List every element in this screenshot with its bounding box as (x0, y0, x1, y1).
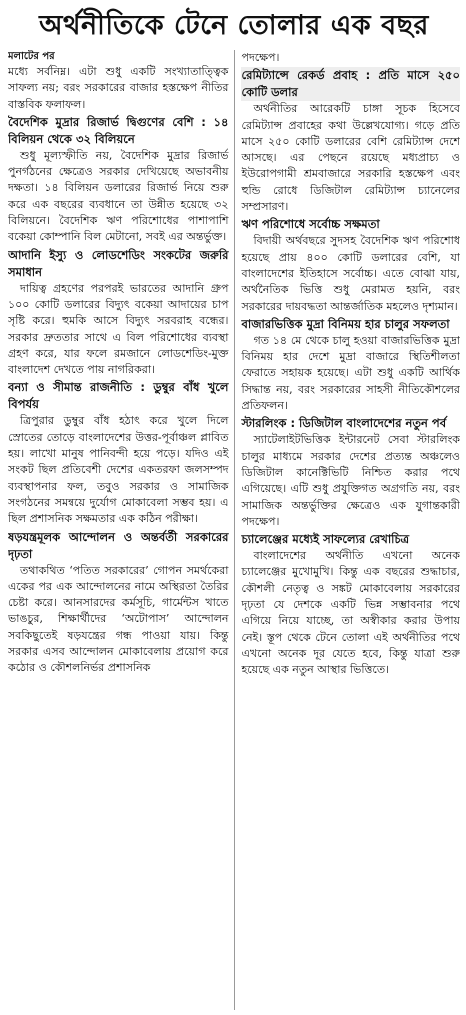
body-paragraph: শুধু মূল্যস্ফীতি নয়, বৈদেশিক মুদ্রার রিজার্ভ পুনর্গঠনের ক্ষেত্রেও সরকার দেখিয়েছে অভাবনীয় দক্ষতা। ১৪ বিলিয়ন ডলারের রিজার্ভ নিয়ে শুরু করে এক বছরের ব্যবধানে তা উন্নীত হয়েছে ৩২ বিলিয়নে। বৈদেশিক ঋণ পরিশোধের পাশাপাশি বকেয়া কোম্পানি বিল মেটানো, সবই এর অন্তর্ভুক্ত। (8, 148, 229, 244)
right-column (235, 50, 460, 1010)
body-paragraph: বিদায়ী অর্থবছরে সুদসহ বৈদেশিক ঋণ পরিশোধ হয়েছে প্রায় ৪০০ কোটি ডলারের বেশি, যা বাংলাদেশের ইতিহাসে সর্বোচ্চ। এতে বোঝা যায়, অর্থনৈতিক ভিত্তি শুধু মেরামত হয়নি, বরং সরকারের দায়বদ্ধতা আন্তর্জাতিক মহলেও দৃশ্যমান। (241, 234, 460, 313)
section-subheading: স্টারলিংক : ডিজিটাল বাংলাদেশের নতুন পর্ব (241, 416, 447, 431)
body-paragraph: তথাকথিত ‘পতিত সরকারের’ গোপন সমর্থকেরা একের পর এক আন্দোলনের নামে অস্থিরতা তৈরির চেষ্টা করে। আনসারদের কর্মসূচি, গার্মেন্টস খাতে ভাঙচুর, শিক্ষার্থীদের ‘অটোপাস’ আন্দোলন সবকিছুতেই ষড়যন্ত্রের গন্ধ পাওয়া যায়। কিন্তু সরকার এসব আন্দোলন মোকাবেলায় প্রয়োগ করে কঠোর ও কৌশলনির্ভর প্রশাসনিক (8, 563, 229, 675)
section-subheading: ঋণ পরিশোধে সর্বোচ্চ সক্ষমতা (241, 217, 380, 232)
body-paragraph: পদক্ষেপ। (241, 51, 280, 64)
section-subheading: চ্যালেঞ্জের মধ্যেই সাফল্যের রেখাচিত্র (241, 532, 410, 547)
body-paragraph: গত ১৪ মে থেকে চালু হওয়া বাজারভিত্তিক মুদ্রা বিনিময় হার দেশে মুদ্রা বাজারে স্থিতিশীলতা ফেরাতে সহায়ক হয়েছে। এটা শুধু একটি আর্থিক সিদ্ধান্ত নয়, বরং সরকারের সাহসী নীতিকৌশলের প্রতিফলন। (241, 333, 460, 413)
section-subheading: বৈদেশিক মুদ্রার রিজার্ভ দ্বিগুণের বেশি : ১৪ বিলিয়ন থেকে ৩২ বিলিয়নে (8, 114, 229, 146)
left-column (8, 50, 235, 1010)
section-subheading: রেমিট্যান্সে রেকর্ড প্রবাহ : প্রতি মাসে ২৫০ কোটি ডলার (241, 68, 460, 100)
section-subheading: আদানি ইস্যু ও লোডশেডিং সংকটের জরুরি সমাধান (8, 247, 229, 279)
section-subheading: বাজারভিত্তিক মুদ্রা বিনিময় হার চালুর সফলতা (241, 316, 450, 331)
section-subheading: ষড়যন্ত্রমূলক আন্দোলন ও অন্তর্বর্তী সরকারের দৃঢ়তা (8, 529, 229, 561)
body-paragraph: ত্রিপুরার ডুম্বুর বাঁধ হঠাৎ করে খুলে দিলে স্রোতের তোড়ে বাংলাদেশের উত্তর-পূর্বাঞ্চল প্লাবিত হয়। লাখো মানুষ পানিবন্দী হয়ে পড়ে। যদিও এই সংকট ছিল প্রতিবেশী দেশের একতরফা জলসম্পদ ব্যবস্থাপনার ফল, তবুও সরকার ও সামাজিক সংগঠনের সমন্বয়ে দুর্যোগ মোকাবেলা সম্ভব হয়। এ ছিল প্রশাসনিক সক্ষমতার এক কঠিন পরীক্ষা। (8, 414, 229, 526)
body-paragraph: দায়িত্ব গ্রহণের পরপরই ভারতের আদানি গ্রুপ ১০০ কোটি ডলারের বিদ্যুৎ বকেয়া আদায়ের চাপ সৃষ্টি করে। হুমকি আসে বিদ্যুৎ সরবরাহ বন্ধের। সরকার দ্রুততার সাথে এ বিল পরিশোধের ব্যবস্থা গ্রহণ করে, যার ফলে রমজানে লোডশেডিং-মুক্ত বাংলাদেশ দেখতে পায় নাগরিকরা। (8, 281, 229, 377)
body-paragraph: অর্থনীতির আরেকটি চাঙ্গা সূচক হিসেবে রেমিট্যান্স প্রবাহের কথা উল্লেখযোগ্য। গড়ে প্রতি মাসে ২৫০ কোটি ডলারের বেশি রেমিট্যান্স দেশে আসছে। এর পেছনে রয়েছে মধ্যপ্রাচ্য ও ইউরোপগামী শ্রমবাজারে সরকারি হস্তক্ষেপ এবং হুন্ডি রোধে ডিজিটাল রেমিট্যান্স চ্যানেলের সম্প্রসারণ। (241, 102, 460, 214)
continued-label: মলাটের পর (8, 51, 55, 62)
body-paragraph: মধ্যে সর্বনিম্ন। এটা শুধু একটি সংখ্যাতাত্ত্বিক সাফল্য নয়; বরং সরকারের বাজার হস্তক্ষেপ নীতির বাস্তবিক ফলাফল। (8, 65, 229, 111)
section-subheading: বন্যা ও সীমান্ত রাজনীতি : ডুম্বুর বাঁধ খুলে বিপর্যয় (8, 380, 229, 412)
article-body (8, 50, 460, 1010)
article-headline: অর্থনীতিকে টেনে তোলার এক বছর (39, 10, 429, 41)
body-paragraph: স্যাটেলাইটভিত্তিক ইন্টারনেট সেবা স্টারলিংক চালুর মাধ্যমে সরকার দেশের প্রত্যন্ত অঞ্চলেও ডিজিটাল কানেক্টিভিটি নিশ্চিত করার পথে এগিয়েছে। এটি শুধু প্রযুক্তিগত অগ্রগতি নয়, বরং সামাজিক অন্তর্ভুক্তির ক্ষেত্রেও এক যুগান্তকারী পদক্ষেপ। (241, 433, 460, 528)
body-paragraph: বাংলাদেশের অর্থনীতি এখনো অনেক চ্যালেঞ্জের মুখোমুখি। কিন্তু এক বছরের শুদ্ধাচার, কৌশলী নেতৃত্ব ও সঙ্কট মোকাবেলায় সরকারের দৃঢ়তা যে দেশকে একটি ভিন্ন সম্ভাবনার পথে এগিয়ে নিয়ে যাচ্ছে, তা অস্বীকার করার উপায় নেই। স্তূপ থেকে টেনে তোলা এই অর্থনীতির পথে এখনো অনেক দূর যেতে হবে, কিন্তু যাত্রা শুরু হয়েছে এক নতুন আস্থার ভিত্তিতে। (241, 549, 460, 677)
